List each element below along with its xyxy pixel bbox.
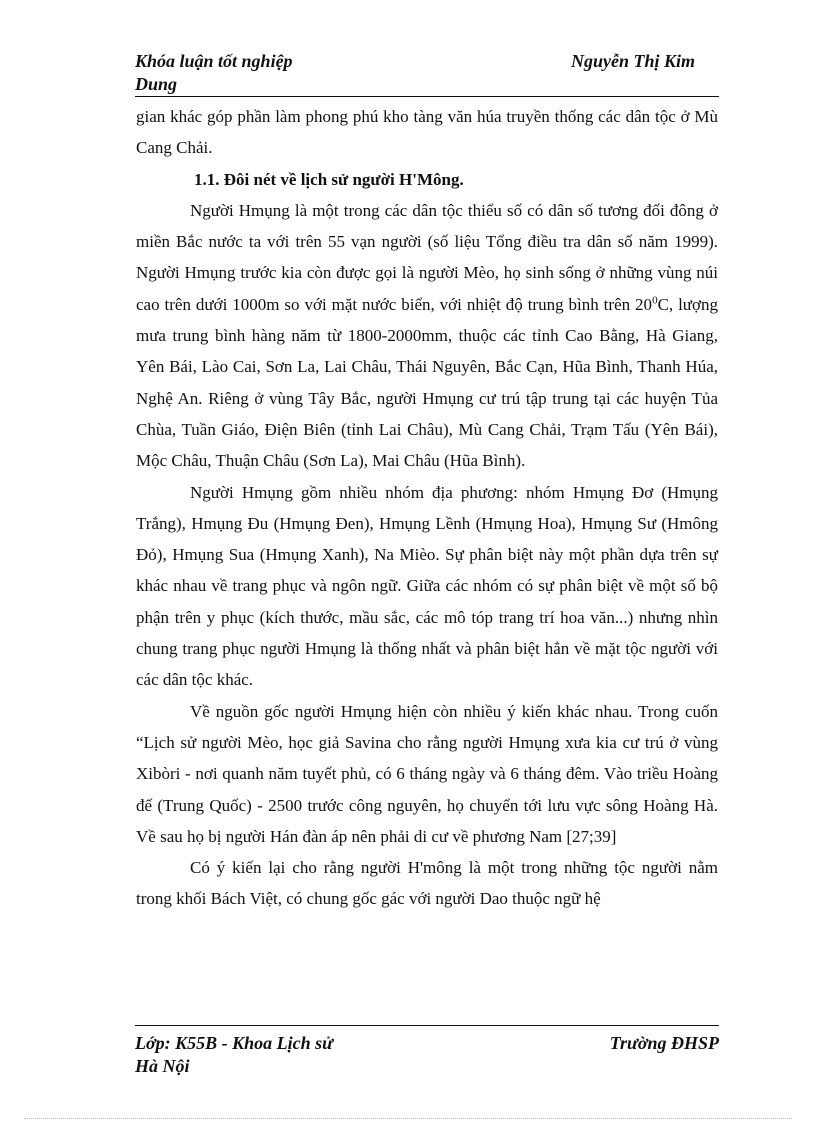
footer-divider xyxy=(135,1025,719,1026)
header-thesis-title: Khóa luận tốt nghiệp xyxy=(135,51,293,71)
paragraph-continued: gian khác góp phần làm phong phú kho tàng văn húa truyền thống các dân tộc ở Mù Cang Chải. xyxy=(136,107,718,158)
header-author-name-continued: Dung xyxy=(135,74,178,94)
footer-class-faculty: Lớp: K55B - Khoa Lịch sử xyxy=(135,1033,333,1053)
paragraph-opinion: Có ý kiến lại cho rằng người H'mông là một trong những tộc người nằm trong khối Bách Việt, có chung gốc gác với người Dao thuộc ngữ hệ xyxy=(136,858,718,909)
header-author-name: Nguyễn Thị Kim xyxy=(570,51,695,71)
page-footer xyxy=(135,1032,719,1078)
footer-university-continued: Hà Nội xyxy=(135,1056,190,1076)
section-heading: 1.1. Đôi nét về lịch sử người H'Mông. xyxy=(194,169,464,189)
paragraph-history xyxy=(136,195,718,477)
paragraph-origin: Về nguồn gốc người Hmụng hiện còn nhiều ý kiến khác nhau. Trong cuốn “Lịch sử người Mèo, học giả Savina cho rằng người Hmụng xưa kia cư trú ở vùng Xibòri - nơi quanh năm tuyết phủ, có 6 tháng ngày và 6 tháng đêm. Vào triều Hoàng đế (Trung Quốc) - 2500 trước công nguyên, họ chuyển tới lưu vực sông Hoàng Hà. Về sau họ bị người Hán đàn áp nên phải di cư về phương Nam [27;39] xyxy=(136,701,718,846)
document-body xyxy=(136,101,718,915)
page-bottom-edge xyxy=(24,1118,792,1119)
paragraph-history-part-a: Người Hmụng là một trong các dân tộc thiểu số có dân số tương đối đông ở miền Bắc nước ta với trên 55 vạn người (số liệu Tổng điều tra dân số năm 1999). Người Hmụng trước kia còn được gọi là người Mèo, họ sinh sống ở những vùng núi cao trên dưới 1000m so với mặt nước biển, với nhiệt độ trung bình trên 20 xyxy=(136,200,718,314)
paragraph-groups: Người Hmụng gồm nhiều nhóm địa phương: nhóm Hmụng Đơ (Hmụng Trắng), Hmụng Đu (Hmụng Đen), Hmụng Lềnh (Hmụng Hoa), Hmụng Sư (Hmông Đỏ), Hmụng Sua (Hmụng Xanh), Na Mièo. Sự phân biệt này một phần dựa trên sự khác nhau về trang phục và ngôn ngữ. Giữa các nhóm có sự phân biệt về một số bộ phận trên y phục (kích thước, mầu sắc, các mô tóp trang trí hoa văn...) nhưng nhìn chung trang phục người Hmụng là thống nhất và phân biệt hẳn về mặt tộc người với các dân tộc khác. xyxy=(136,482,718,690)
page-header xyxy=(135,50,719,96)
degree-superscript: 0 xyxy=(652,294,658,307)
header-divider xyxy=(135,96,719,97)
footer-university: Trường ĐHSP xyxy=(609,1033,719,1053)
paragraph-history-part-b: C, lượng mưa trung bình hàng năm từ 1800-2000mm, thuộc các tỉnh Cao Bằng, Hà Giang, Yên Bái, Lào Cai, Sơn La, Lai Châu, Thái Nguyên, Bắc Cạn, Hũa Bình, Thanh Húa, Nghệ An. Riêng ở vùng Tây Bắc, người Hmụng cư trú tập trung tại các huyện Tủa Chùa, Tuần Giáo, Điện Biên (tỉnh Lai Châu), Mù Cang Chải, Trạm Tấu (Yên Bái), Mộc Châu, Thuận Châu (Sơn La), Mai Châu (Hũa Bình). xyxy=(136,294,719,471)
